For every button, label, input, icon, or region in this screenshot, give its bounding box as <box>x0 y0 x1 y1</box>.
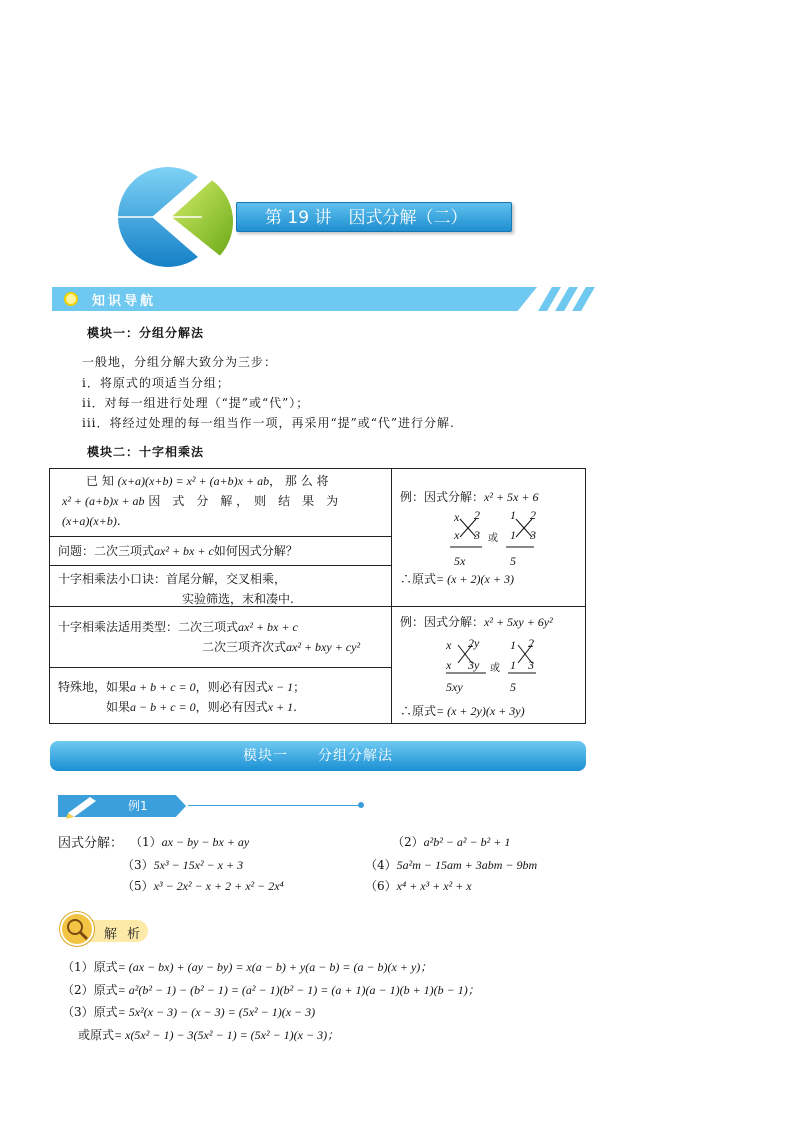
example-item <box>122 877 284 894</box>
table-cell: 特殊地，如果a + b + c = 0，则必有因式x − 1； 如果a − b + c = 0，则必有因式x + 1. <box>58 680 306 714</box>
cross-term: 2 <box>474 508 480 522</box>
item-number: （4） <box>365 858 397 872</box>
formula: ax² + bx + c <box>154 544 214 558</box>
cross-term: 1 <box>510 658 516 672</box>
cell-text: ，则必有因式 <box>195 700 268 714</box>
module-title-bar: 模块一 分组分解法 <box>50 741 586 771</box>
cross-term: 1 <box>510 638 516 652</box>
cell-text: 问题：二次三项式 <box>58 544 155 558</box>
table-cell <box>58 617 360 657</box>
cell-text: 如何因式分解？ <box>213 544 298 558</box>
cross-term: 1 <box>510 528 516 542</box>
cell-text: ∴原式 <box>400 704 437 718</box>
cross-sum: 5x <box>454 554 466 568</box>
cell-text: 因 式 分 解 ， 则 结 果 为 <box>144 494 339 508</box>
formula: (x+a)(x+b) <box>62 514 117 528</box>
item-number: （2） <box>392 835 424 849</box>
bullet-icon <box>64 292 78 306</box>
formula: (x+a)(x+b) = x² + (a+b)x + ab <box>117 474 270 488</box>
example-cross-1 <box>400 487 538 507</box>
magnifier-icon <box>60 912 94 946</box>
solution-label-text: 原式 <box>93 1005 118 1019</box>
formula: ax² + bxy + cy² <box>286 640 361 654</box>
cross-method-table <box>49 468 586 724</box>
chapter-title: 第 19 讲 因式分解（二） <box>236 202 512 232</box>
chapter-pie-graphic <box>112 165 234 273</box>
example-rule <box>188 805 360 806</box>
cross-term: 2y <box>468 636 480 650</box>
magnifier-glyph <box>62 914 92 944</box>
cross-term: x <box>454 510 460 524</box>
pencil-icon <box>64 793 104 819</box>
example-item <box>122 856 243 873</box>
formula: 5a²m − 15am + 3abm − 9bm <box>396 858 538 872</box>
formula: x² + (a+b)x + ab <box>62 494 145 508</box>
formula: x³ − 2x² − x + 2 + x² − 2x⁴ <box>153 879 284 893</box>
cross-sum: 5 <box>510 554 516 568</box>
formula: a + b + c = 0 <box>130 680 196 694</box>
formula: = a²(b² − 1) − (b² − 1) = (a² − 1)(b² − 1) = (a + 1)(a − 1)(b + 1)(b − 1)； <box>117 983 480 997</box>
cell-text: 十字相乘法小口诀：首尾分解，交叉相乘， <box>58 572 287 586</box>
module2-heading: 模块二：十字相乘法 <box>87 445 205 459</box>
solution-line <box>62 1003 315 1020</box>
item-number: （2） <box>62 983 94 997</box>
item-number: （5） <box>122 879 154 893</box>
table-cell <box>58 569 294 609</box>
cross-term: x <box>446 658 452 672</box>
formula: a²b² − a² − b² + 1 <box>423 835 511 849</box>
solution-line <box>78 1026 339 1043</box>
module1-lead: 一般地，分组分解大致分为三步： <box>82 355 278 369</box>
table-cell <box>62 471 384 531</box>
cross-term: 1 <box>510 508 516 522</box>
cell-text: 例：因式分解： <box>400 490 485 504</box>
or-word: 或 <box>490 663 500 674</box>
or-word: 或 <box>488 533 498 544</box>
example-item <box>365 856 537 873</box>
formula: a − b + c = 0 <box>130 700 196 714</box>
cell-text: . <box>116 514 121 528</box>
module1-step: i．将原式的项适当分组； <box>82 376 230 390</box>
section-title: 知识导航 <box>92 294 157 309</box>
cell-text: 如果 <box>106 700 131 714</box>
cross-result <box>400 569 514 589</box>
solution-label-text: 原式 <box>93 983 118 997</box>
example-item <box>392 833 510 850</box>
cross-term: x <box>446 638 452 652</box>
formula: x − 1 <box>267 680 294 694</box>
cell-text: 十字相乘法适用类型：二次三项式 <box>58 620 239 634</box>
cell-text: 例：因式分解： <box>400 615 485 629</box>
formula: = (ax − bx) + (ay − by) = x(a − b) + y(a − b) = (a − b)(x + y)； <box>117 960 433 974</box>
cell-text: 特殊地，如果 <box>58 680 131 694</box>
example-item <box>365 877 472 894</box>
cross-term: 3y <box>468 658 480 672</box>
solution-line <box>62 981 480 998</box>
cell-text: ∴原式 <box>400 572 437 586</box>
cell-text: 二次三项齐次式 <box>202 640 287 654</box>
example-rule-dot <box>358 802 364 808</box>
module1-step: ii．对每一组进行处理（“提”或“代”）； <box>82 396 310 410</box>
cross-term: 3 <box>474 528 480 542</box>
cell-text: 实验筛选，末和凑中. <box>182 592 294 606</box>
example-label: 例1 <box>128 799 148 813</box>
example-cross-2 <box>400 612 553 632</box>
cross-term: x <box>454 528 460 542</box>
formula: = (x + 2y)(x + 3y) <box>436 704 525 718</box>
item-number: （6） <box>365 879 397 893</box>
cross-result <box>400 701 525 721</box>
example-item <box>130 833 249 850</box>
formula: = x(5x² − 1) − 3(5x² − 1) = (5x² − 1)(x − 3)； <box>114 1028 340 1042</box>
solution-line <box>62 958 432 975</box>
example-prompt: 因式分解： <box>58 836 124 851</box>
formula: x² + 5x + 6 <box>484 490 539 504</box>
cell-text: ，则必有因式 <box>195 680 268 694</box>
solution-label-text: 或原式 <box>78 1028 115 1042</box>
cross-sum: 5 <box>510 680 516 694</box>
cross-term: 2 <box>528 636 534 650</box>
formula: = 5x²(x − 3) − (x − 3) = (5x² − 1)(x − 3) <box>117 1005 316 1019</box>
formula: = (x + 2)(x + 3) <box>436 572 514 586</box>
module1-step: iii．将经过处理的每一组当作一项，再采用“提”或“代”进行分解. <box>82 416 455 430</box>
cell-text: 已 知 <box>86 474 118 488</box>
item-number: （1） <box>130 835 162 849</box>
cross-term: 3 <box>528 658 534 672</box>
formula: 5x³ − 15x² − x + 3 <box>153 858 244 872</box>
module1-heading: 模块一：分组分解法 <box>87 326 205 340</box>
cross-sum: 5xy <box>446 680 463 694</box>
formula: x⁴ + x³ + x² + x <box>396 879 472 893</box>
table-cell <box>58 541 298 561</box>
item-number: （3） <box>62 1005 94 1019</box>
cross-term: 2 <box>530 508 536 522</box>
formula: x + 1 <box>267 700 294 714</box>
item-number: （3） <box>122 858 154 872</box>
formula: ax − by − bx + ay <box>161 835 250 849</box>
formula: x² + 5xy + 6y² <box>484 615 553 629</box>
formula: ax² + bx + c <box>238 620 298 634</box>
item-number: （1） <box>62 960 94 974</box>
solution-label: 解 析 <box>104 927 144 942</box>
cross-term: 3 <box>530 528 536 542</box>
solution-label-text: 原式 <box>93 960 118 974</box>
cell-text: ， 那 么 将 <box>269 474 329 488</box>
